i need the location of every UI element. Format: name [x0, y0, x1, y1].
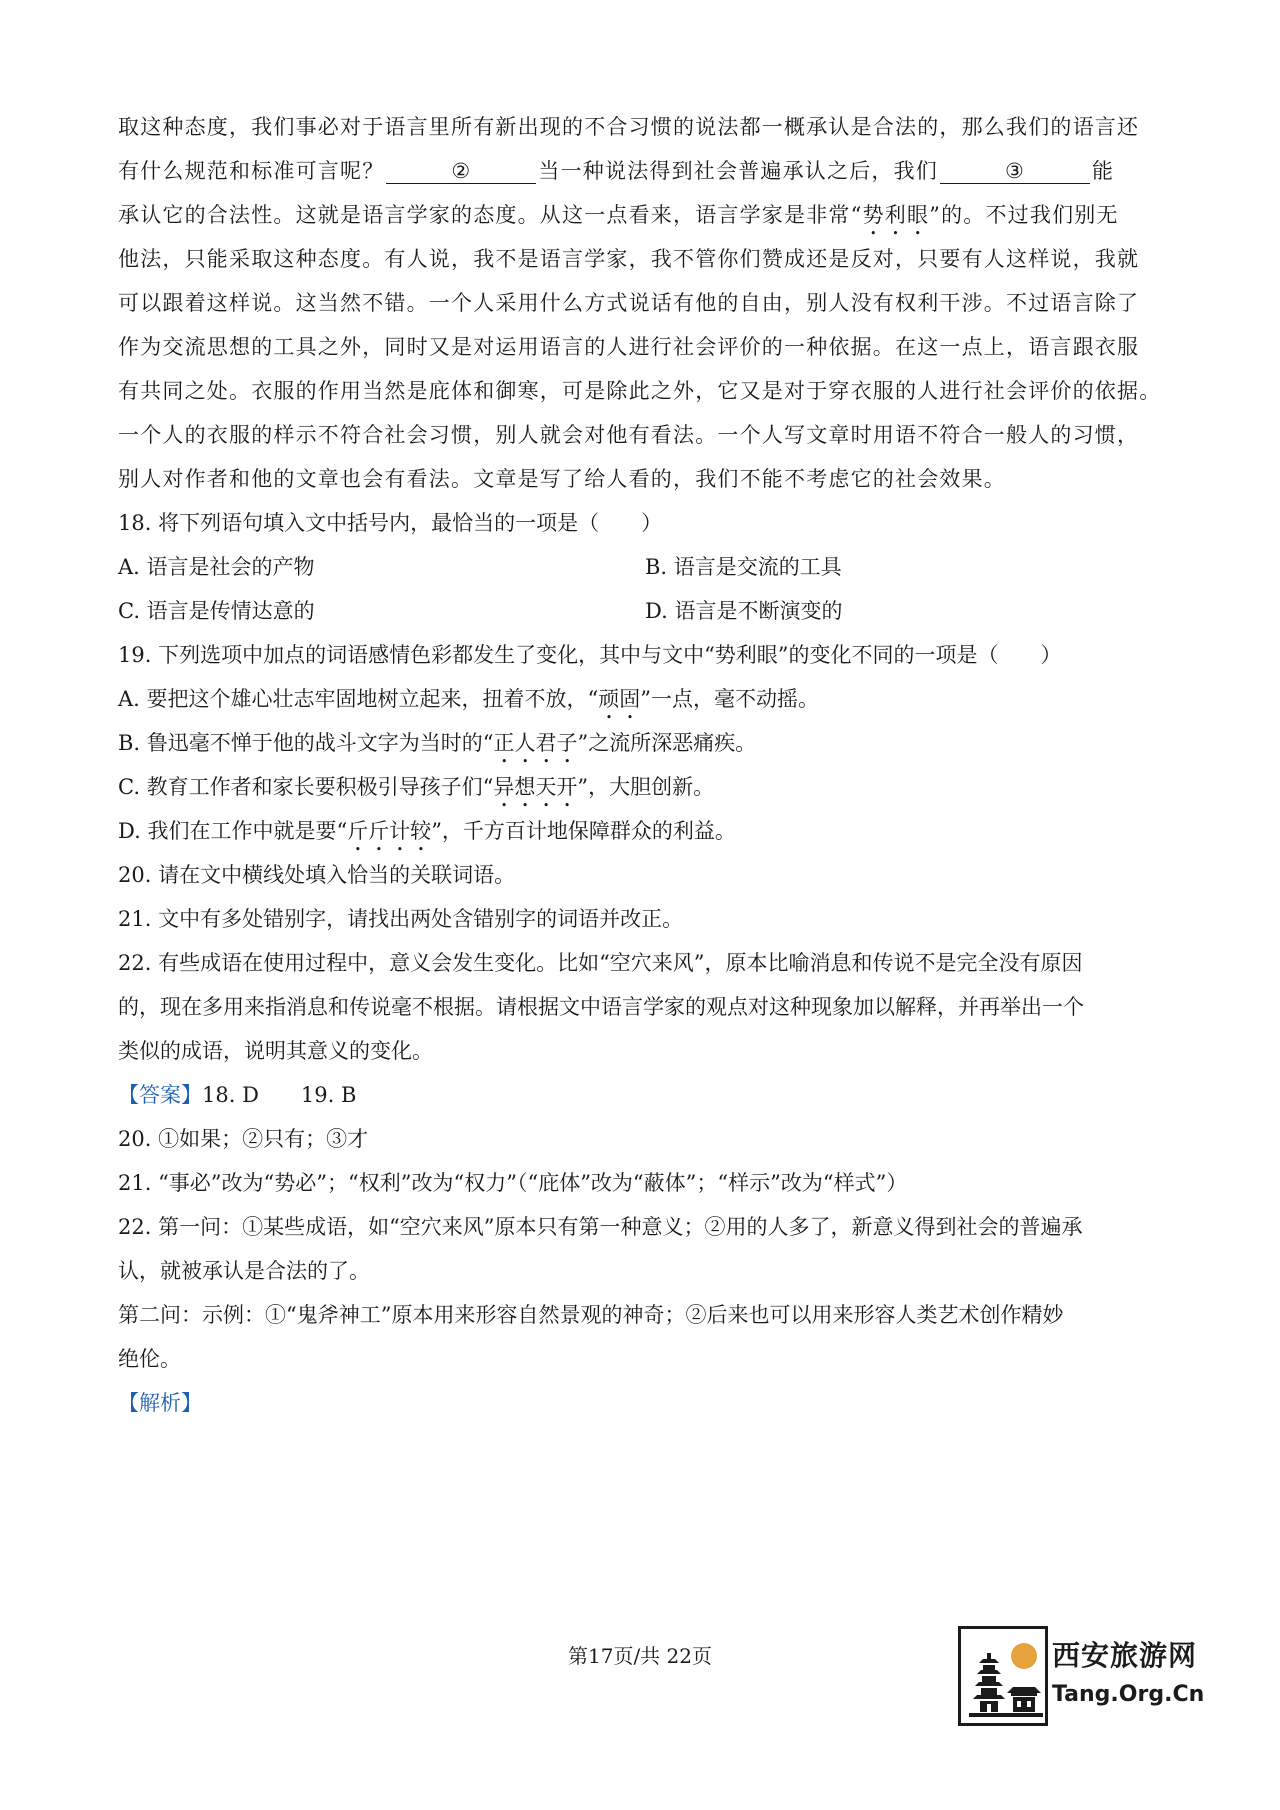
- q19-b-text-1: B. 鲁迅毫不惮于他的战斗文字为当时的“: [118, 731, 494, 755]
- q19-b-text-2: ”之流所深恶痛疾。: [577, 731, 757, 755]
- blank-3: ③: [940, 159, 1090, 184]
- q18-row-2: [118, 596, 1163, 626]
- q19-option-d: [118, 816, 1163, 856]
- q19-c-dotted: 异想天开: [493, 775, 578, 799]
- q19-a-text-2: ”一点，毫不动摇。: [640, 687, 820, 711]
- passage-line-2-c: 能: [1092, 159, 1115, 183]
- pagoda-icon: [967, 1647, 1045, 1725]
- passage-line-9: 别人对作者和他的文章也会有看法。文章是写了给人看的，我们不能不考虑它的社会效果。: [118, 467, 1006, 491]
- passage-line-3-a: 承认它的合法性。这就是语言学家的态度。从这一点看来，语言学家是非常“: [118, 203, 863, 227]
- q19-stem: 19. 下列选项中加点的词语感情色彩都发生了变化，其中与文中“势利眼”的变化不同的一项是（ ）: [118, 643, 1062, 667]
- q19-d-dotted: 斤斤计较: [347, 819, 432, 843]
- answer-22-line-3: 第二问：示例：①“鬼斧神工”原本用来形容自然景观的神奇；②后来也可以用来形容人类艺术创作精妙: [118, 1303, 1064, 1327]
- passage-line-1: 取这种态度，我们事必对于语言里所有新出现的不合习惯的说法都一概承认是合法的，那么我们的语言还: [118, 115, 1140, 139]
- q19-option-c: [118, 772, 1163, 812]
- q18-option-b: B. 语言是交流的工具: [645, 555, 842, 579]
- answer-line: [118, 1080, 1163, 1110]
- q19-c-text-1: C. 教育工作者和家长要积极引导孩子们“: [118, 775, 494, 799]
- answer-tag: 【答案】: [118, 1083, 202, 1107]
- q19-option-b: [118, 728, 1163, 768]
- answer-22-line-1: 22. 第一问：①某些成语，如“空穴来风”原本只有第一种意义；②用的人多了，新意义得到社会的普遍承: [118, 1215, 1083, 1239]
- q18-option-d: D. 语言是不断演变的: [645, 599, 843, 623]
- answer-20: 20. ①如果；②只有；③才: [118, 1127, 369, 1151]
- site-logo: [958, 1626, 1208, 1732]
- blank-2: ②: [386, 159, 536, 184]
- passage-line-5: 可以跟着这样说。这当然不错。一个人采用什么方式说话有他的自由，别人没有权利干涉。不过语言除了: [118, 291, 1140, 315]
- q19-a-dotted: 顽固: [598, 687, 641, 711]
- answer-22-line-4: 绝伦。: [118, 1347, 181, 1371]
- passage-line-8: 一个人的衣服的样示不符合社会习惯，别人就会对他有看法。一个人写文章时用语不符合一般人的习惯，: [118, 423, 1140, 447]
- q18-option-a: A. 语言是社会的产物: [118, 555, 315, 579]
- q19-option-a: [118, 684, 1163, 724]
- q18-row-1: [118, 552, 1163, 582]
- q21-stem: 21. 文中有多处错别字，请找出两处含错别字的词语并改正。: [118, 907, 684, 931]
- q22-line-3: 类似的成语，说明其意义的变化。: [118, 1039, 433, 1063]
- passage-line-2-a: 有什么规范和标准可言呢？: [118, 159, 385, 183]
- answer-22-line-2: 认，就被承认是合法的了。: [118, 1259, 370, 1283]
- q20-stem: 20. 请在文中横线处填入恰当的关联词语。: [118, 863, 516, 887]
- page-number: 第17页/共 22页: [568, 1644, 712, 1668]
- answer-21: 21. “事必”改为“势必”；“权利”改为“权力”（“庇体”改为“蔽体”；“样示”改为“样式”）: [118, 1171, 908, 1195]
- dotted-word-shiliyan: 势利眼: [862, 203, 930, 227]
- logo-emblem: [958, 1626, 1048, 1726]
- passage-line-3-b: ”的。不过我们别无: [929, 203, 1119, 227]
- passage-line-6: 作为交流思想的工具之外，同时又是对运用语言的人进行社会评价的一种依据。在这一点上，语言跟衣服: [118, 335, 1140, 359]
- q22-line-2: 的，现在多用来指消息和传说毫不根据。请根据文中语言学家的观点对这种现象加以解释，并再举出一个: [118, 995, 1084, 1019]
- analysis-tag: 【解析】: [118, 1391, 202, 1415]
- logo-english-text: Tang.Org.Cn: [1052, 1682, 1205, 1707]
- passage-line-3: [118, 200, 1163, 240]
- q19-a-text-1: A. 要把这个雄心壮志牢固地树立起来，扭着不放，“: [118, 687, 599, 711]
- passage-line-4: 他法，只能采取这种态度。有人说，我不是语言学家，我不管你们赞成还是反对，只要有人这样说，我就: [118, 247, 1140, 271]
- q19-b-dotted: 正人君子: [493, 731, 578, 755]
- q19-d-text-2: ”，千方百计地保障群众的利益。: [431, 819, 736, 843]
- passage-line-2-b: 当一种说法得到社会普遍承认之后，我们: [538, 159, 939, 183]
- logo-chinese-text: 西安旅游网: [1052, 1639, 1198, 1672]
- q22-line-1: 22. 有些成语在使用过程中，意义会发生变化。比如“空穴来风”，原本比喻消息和传说不是完全没有原因: [118, 951, 1083, 975]
- q19-c-text-2: ”，大胆创新。: [577, 775, 715, 799]
- answer-19: 19. B: [300, 1083, 357, 1107]
- analysis-line: [118, 1388, 1163, 1418]
- q19-d-text-1: D. 我们在工作中就是要“: [118, 819, 348, 843]
- answer-18: 18. D: [202, 1083, 259, 1107]
- passage-line-2: [118, 156, 1163, 186]
- q18-option-c: C. 语言是传情达意的: [118, 599, 315, 623]
- q18-stem: 18. 将下列语句填入文中括号内，最恰当的一项是（ ）: [118, 511, 663, 535]
- passage-line-7: 有共同之处。衣服的作用当然是庇体和御寒，可是除此之外，它又是对于穿衣服的人进行社会评价的依据。: [118, 379, 1162, 403]
